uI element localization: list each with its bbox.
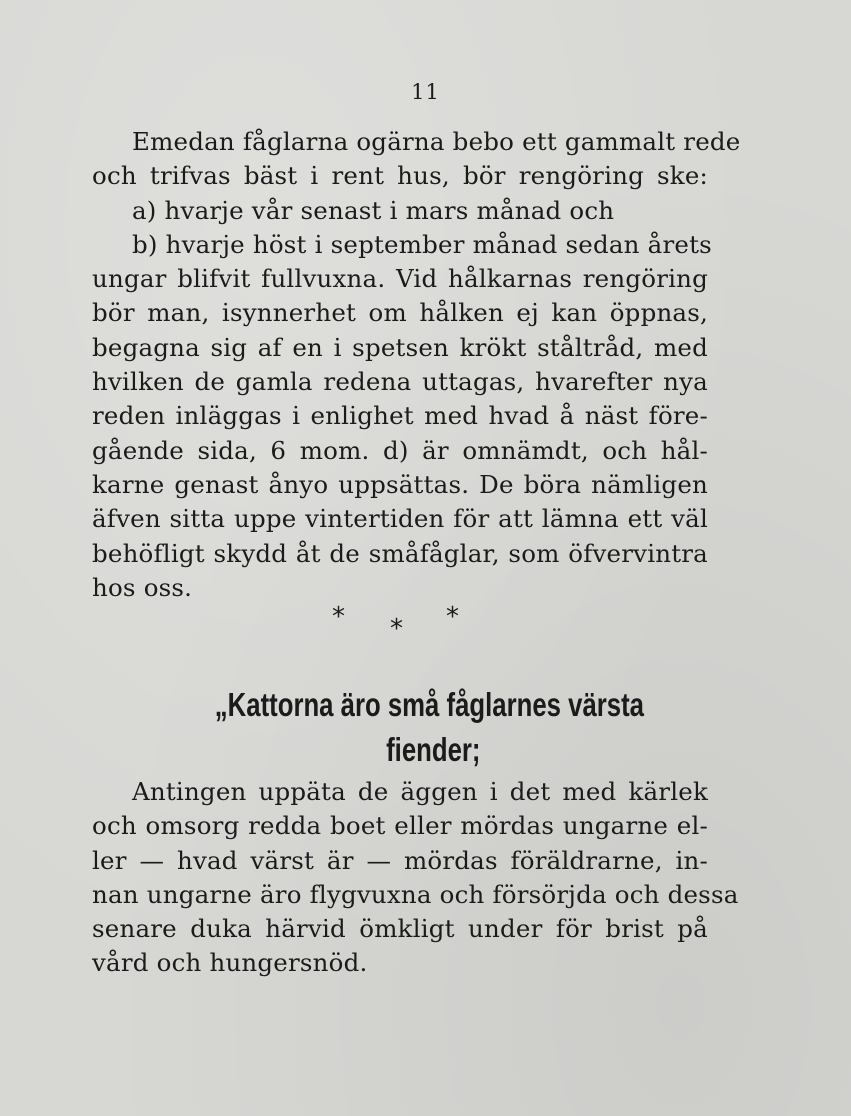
section-heading (94, 682, 758, 772)
text-line: senare duka härvid ömkligt under för brist på (92, 914, 708, 944)
text-line: karne genast ånyo uppsättas. De böra nämligen (92, 469, 708, 499)
text-line: nan ungarne äro flygvuxna och försörjda och dessa (92, 879, 739, 909)
text-line: Antingen uppäta de äggen i det med kärlek (132, 777, 708, 806)
page-number: 11 (411, 80, 440, 104)
section-separator (0, 600, 851, 644)
asterisk: * (446, 602, 459, 632)
text-line: gående sida, 6 mom. d) är omnämdt, och hål- (92, 435, 708, 465)
paragraph-cleaning-instructions (92, 125, 741, 605)
heading-line: fiender; (386, 731, 481, 768)
text-line: behöfligt skydd åt de småfåglar, som öfvervintra (92, 538, 708, 568)
text-line: bör man, isynnerhet om hålken ej kan öppnas, (92, 298, 708, 328)
text-line: a) hvarje vår senast i mars månad och (132, 195, 615, 225)
asterisk: * (332, 602, 345, 632)
text-line: hvilken de gamla redena uttagas, hvarefter nya (92, 367, 708, 397)
text-line: och trifvas bäst i rent hus, bör rengöring ske: (92, 161, 708, 191)
text-line: b) hvarje höst i september månad sedan årets (132, 229, 712, 259)
text-line: ler — hvad värst är — mördas föräldrarne, in- (92, 845, 708, 875)
text-line: hos oss. (92, 572, 193, 602)
text-line: ungar blifvit fullvuxna. Vid hålkarnas rengöring (92, 264, 708, 294)
text-line: Emedan fåglarna ogärna bebo ett gammalt rede (132, 127, 741, 156)
text-line: begagna sig af en i spetsen krökt ståltråd, med (92, 332, 708, 362)
text-line: vård och hungersnöd. (92, 948, 368, 978)
text-line: äfven sitta uppe vintertiden för att lämna ett väl (92, 504, 708, 534)
heading-line: „Kattorna äro små fåglarnes värsta (214, 686, 644, 723)
paragraph-cats (92, 775, 739, 981)
text-line: reden inläggas i enlighet med hvad å näst före- (92, 401, 708, 431)
asterisk: * (390, 614, 403, 644)
text-line: och omsorg redda boet eller mördas ungarne el- (92, 811, 708, 841)
